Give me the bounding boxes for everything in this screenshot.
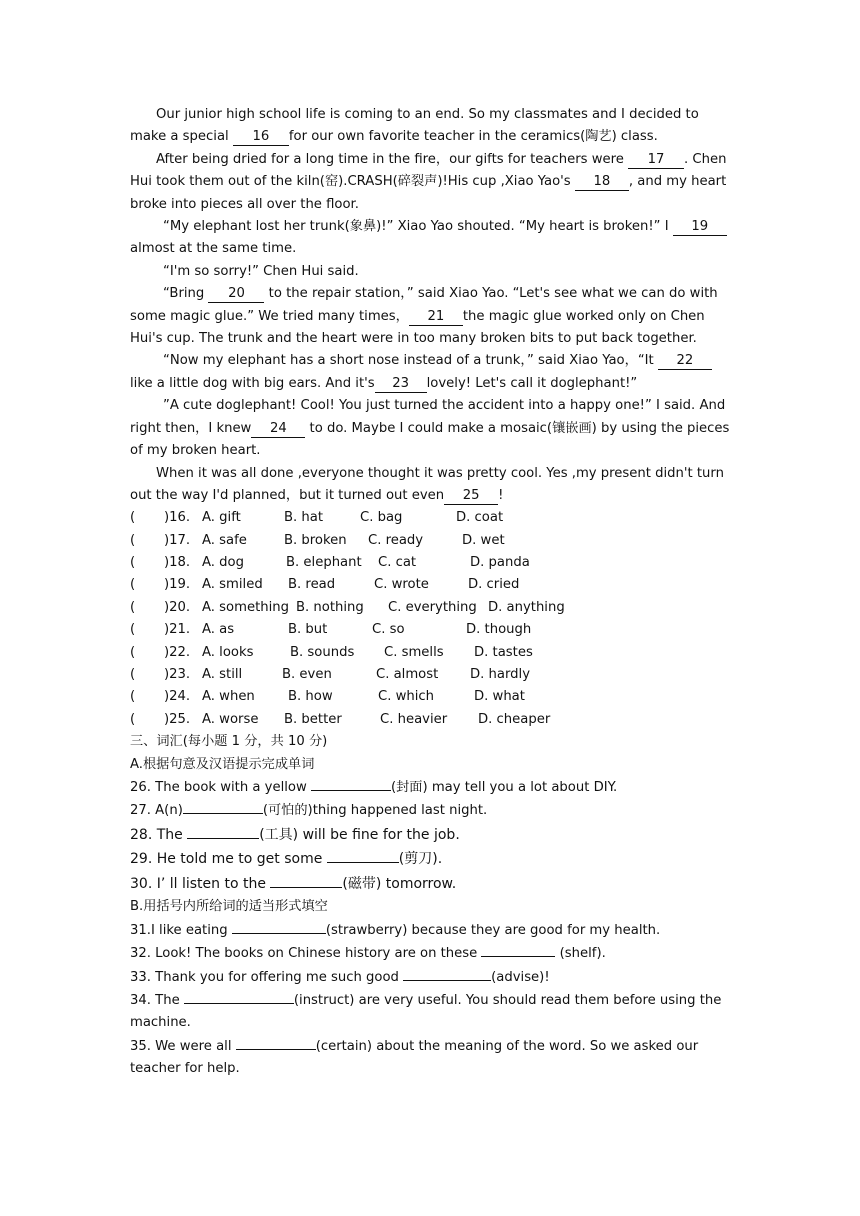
answer-line [311,776,391,791]
option-a: A. dog [202,555,244,571]
option-a: A. safe [202,532,247,548]
option-d: D. tastes [474,644,533,660]
blank-25: 25 [444,487,498,505]
blank-17: 17 [628,151,684,169]
part-a-heading: A.根据句意及汉语提示完成单词 [130,756,315,772]
vocab-item: 33. Thank you for offering me such good (advise)! [130,966,732,989]
vocab-item: 26. The book with a yellow (封面) may tell you a lot about DIY. [130,776,732,799]
answer-line [184,989,294,1004]
vocab-item: 34. The (instruct) are very useful. You should read them before using the machine. [130,989,732,1035]
question-row: ( )16. A. gift B. hat C. bag D. coat [130,507,732,529]
vocab-item: 28. The (工具) will be fine for the job. [130,823,732,848]
option-b: B. broken [284,532,347,548]
vocab-item: 29. He told me to get some (剪刀). [130,847,732,872]
option-c: C. so [372,622,405,638]
options-list [130,507,732,731]
passage-paragraph: ”A cute doglephant! Cool! You just turned the accident into a happy one!” I said. And right then，I knew 24 to do. Maybe I could make a mosaic(镶嵌画) by using the pieces of my broken heart. [130,398,730,459]
option-d: D. wet [462,532,505,548]
question-row: ( )23. A. still B. even C. almost D. hardly [130,664,732,686]
passage-paragraph: After being dried for a long time in the fire，our gifts for teachers were 17 . Chen Hui took them out of the kiln(窑).CRASH(碎裂声)!His cup ,Xiao Yao's 18 , and my heart broke into pieces all over the floor. [130,151,727,212]
option-c: C. heavier [380,711,448,727]
question-row: ( )19. A. smiled B. read C. wrote D. cried [130,574,732,596]
option-d: D. cheaper [478,711,551,727]
question-row: ( )18. A. dog B. elephant C. cat D. panda [130,552,732,574]
option-c: C. smells [384,644,444,660]
option-d: D. coat [456,510,504,526]
option-c: C. wrote [374,577,429,593]
option-b: B. better [284,711,342,727]
answer-line [481,942,555,957]
option-a: A. worse [202,711,259,727]
option-c: C. ready [368,532,424,548]
question-row: ( )21. A. as B. but C. so D. though [130,619,732,641]
option-a: A. gift [202,510,241,526]
blank-19: 19 [673,218,727,236]
question-row: ( )17. A. safe B. broken C. ready D. wet [130,530,732,552]
option-b: B. even [282,667,332,683]
passage-paragraph: “Now my elephant has a short nose instead of a trunk，” said Xiao Yao，“It 22 like a little dog with big ears. And it's 23 lovely! Let's call it doglephant!” [130,350,732,395]
vocab-item: 31.I like eating (strawberry) because they are good for my health. [130,919,732,942]
answer-line [403,966,491,981]
blank-16: 16 [233,128,289,146]
answer-line [183,799,263,814]
option-c: C. which [378,689,435,705]
vocab-item: 27. A(n) (可怕的)thing happened last night. [130,799,732,822]
option-d: D. panda [470,555,530,571]
blank-23: 23 [375,375,427,393]
worksheet-page [130,104,732,1081]
option-b: B. elephant [286,555,362,571]
option-a: A. still [202,667,243,683]
blank-24: 24 [251,420,305,438]
option-b: B. how [288,689,333,705]
option-b: B. hat [284,510,324,526]
answer-line [236,1035,316,1050]
blank-18: 18 [575,173,629,191]
option-b: B. but [288,622,328,638]
option-c: C. everything [388,599,477,615]
option-b: B. sounds [290,644,355,660]
passage-paragraph: “My elephant lost her trunk(象鼻)!” Xiao Yao shouted. “My heart is broken!” I 19 almost at the same time. [130,216,732,261]
option-c: C. almost [376,667,439,683]
answer-line [327,848,399,863]
passage-paragraph: When it was all done ,everyone thought it was pretty cool. Yes ,my present didn't turn out the way I'd planned，but it turned out even 25 ! [130,465,724,503]
option-a: A. when [202,689,255,705]
option-c: C. cat [378,555,417,571]
answer-line [232,919,326,934]
vocab-item: 35. We were all (certain) about the meaning of the word. So we asked our teacher for help. [130,1035,732,1081]
passage-paragraph: Our junior high school life is coming to an end. So my classmates and I decided to make a special 16 for our own favorite teacher in the ceramics(陶艺) class. [130,107,699,145]
question-row: ( )22. A. looks B. sounds C. smells D. tastes [130,642,732,664]
blank-21: 21 [409,308,463,326]
option-c: C. bag [360,510,403,526]
section-title: 三、词汇(每小题 1 分，共 10 分) [130,734,328,750]
option-b: B. read [288,577,336,593]
vocab-item: 32. Look! The books on Chinese history are on these (shelf). [130,942,732,965]
blank-20: 20 [208,285,264,303]
question-row: ( )20. A. something B. nothing C. everything D. anything [130,597,732,619]
question-row: ( )25. A. worse B. better C. heavier D. cheaper [130,709,732,731]
option-d: D. though [466,622,532,638]
option-a: A. smiled [202,577,263,593]
blank-22: 22 [658,352,712,370]
option-d: D. what [474,689,525,705]
question-row: ( )24. A. when B. how C. which D. what [130,686,732,708]
answer-line [187,824,259,839]
passage-paragraph: “Bring 20 to the repair station，” said Xiao Yao. “Let's see what we can do with some magic glue.” We tried many times， 21 the magic glue worked only on Chen Hui's cup. The trunk and the heart were in too many broken bits to put back together. [130,286,718,347]
option-a: A. something [202,599,289,615]
vocab-item: 30. I’ ll listen to the (磁带) tomorrow. [130,872,732,897]
option-d: D. hardly [470,667,531,683]
option-d: D. anything [488,599,565,615]
answer-line [270,873,342,888]
option-a: A. looks [202,644,254,660]
option-a: A. as [202,622,235,638]
option-d: D. cried [468,577,520,593]
part-b-heading: B.用括号内所给词的适当形式填空 [130,899,328,915]
option-b: B. nothing [296,599,364,615]
passage-paragraph: “I'm so sorry!” Chen Hui said. [163,263,359,279]
